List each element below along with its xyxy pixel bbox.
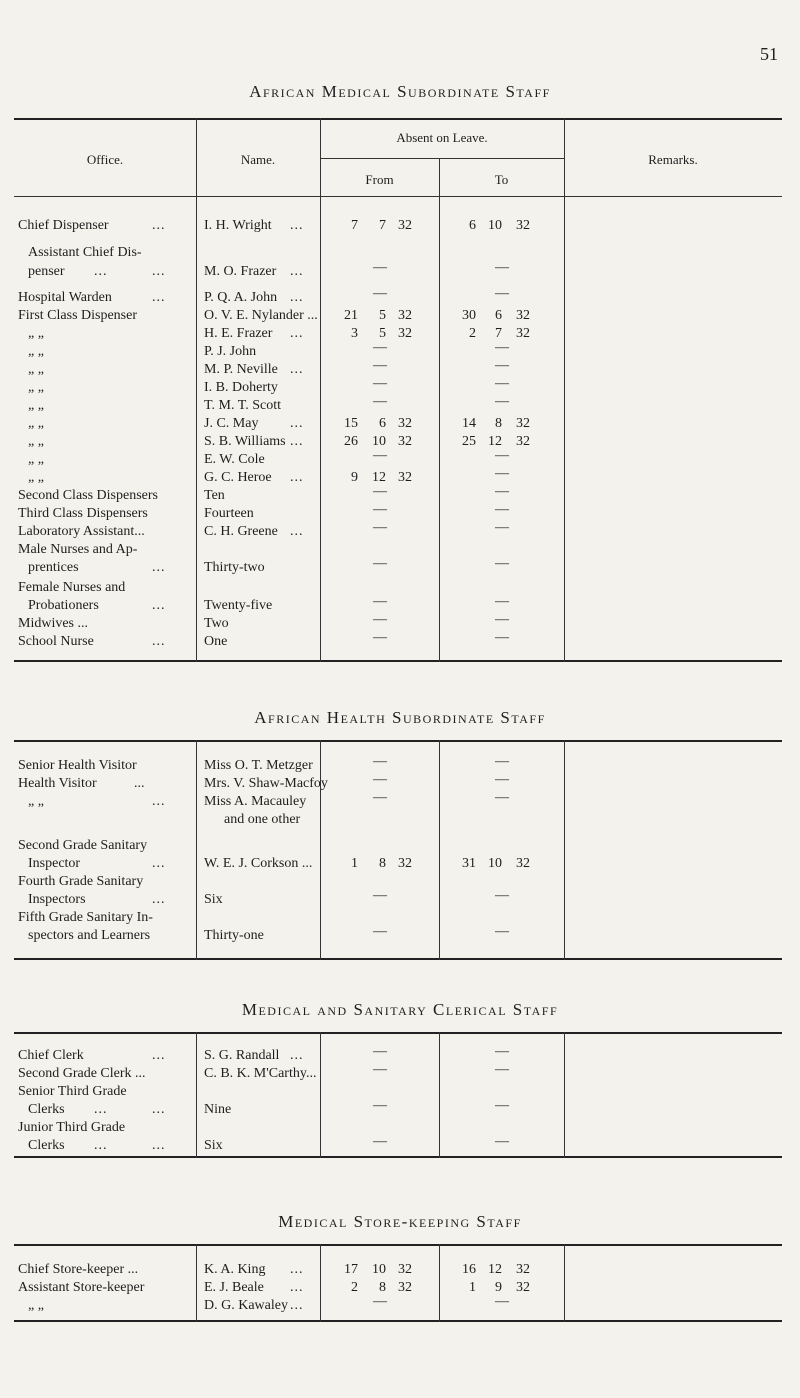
name-cell: Miss O. T. Metzger bbox=[204, 758, 313, 773]
name-cell: E. J. Beale bbox=[204, 1280, 264, 1295]
office-cell-cont: Clerks bbox=[28, 1102, 65, 1117]
office-cell: Assistant Store-keeper bbox=[18, 1280, 145, 1295]
header-office: Office. bbox=[86, 152, 124, 167]
section-title-clerical: Medical and Sanitary Clerical Staff bbox=[241, 1000, 559, 1019]
office-cell: Health Visitor bbox=[18, 776, 97, 791]
header-to: To bbox=[494, 172, 509, 187]
office-cell: Senior Third Grade bbox=[18, 1084, 127, 1099]
name-cell: E. W. Cole bbox=[204, 452, 265, 467]
office-cell: Junior Third Grade bbox=[18, 1120, 126, 1135]
office-cell-cont: Probationers bbox=[28, 598, 99, 613]
office-cell-cont: prentices bbox=[28, 560, 79, 575]
to-year: 32 bbox=[516, 218, 530, 233]
name-cell: Six bbox=[204, 1138, 223, 1153]
name-cell: K. A. King bbox=[204, 1262, 266, 1277]
header-remarks: Remarks. bbox=[648, 152, 698, 167]
office-cell: School Nurse bbox=[18, 634, 94, 649]
office-cell: Chief Clerk bbox=[18, 1048, 84, 1063]
name-cell: J. C. May bbox=[204, 416, 259, 431]
name-cell: One bbox=[204, 634, 228, 649]
office-cell: First Class Dispenser bbox=[18, 308, 137, 323]
office-cell-cont: spectors and Learners bbox=[28, 928, 151, 943]
ditto-mark: „ „ bbox=[28, 470, 44, 485]
ditto-mark: „ „ bbox=[28, 452, 44, 467]
name-cell: Six bbox=[204, 892, 223, 907]
page-number: 51 bbox=[760, 44, 778, 64]
office-cell: Second Grade Clerk ... bbox=[18, 1066, 146, 1081]
to-month: 10 bbox=[488, 218, 502, 233]
name-cell: Two bbox=[204, 616, 229, 631]
name-cell: Fourteen bbox=[204, 506, 254, 521]
name-cell: Nine bbox=[204, 1102, 232, 1117]
section-title-health-subordinate: African Health Subordinate Staff bbox=[254, 708, 546, 727]
name-cell: M. P. Neville bbox=[204, 362, 278, 377]
name-cell: Mrs. V. Shaw-Macfoy bbox=[204, 776, 328, 791]
name-cell: Thirty-one bbox=[204, 928, 264, 943]
section-title-store-keeping: Medical Store-keeping Staff bbox=[278, 1212, 522, 1231]
header-absent-on-leave: Absent on Leave. bbox=[396, 130, 488, 145]
office-cell-cont: penser bbox=[28, 264, 65, 279]
office-cell-cont: Inspectors bbox=[28, 892, 86, 907]
office-cell-cont: Clerks bbox=[28, 1138, 65, 1153]
name-cell: I. H. Wright bbox=[204, 218, 272, 233]
ditto-mark: „ „ bbox=[28, 794, 44, 809]
name-cell: Twenty-five bbox=[204, 598, 273, 613]
office-cell: Fifth Grade Sanitary In- bbox=[18, 910, 153, 925]
name-cell: I. B. Doherty bbox=[204, 380, 278, 395]
to-day: 6 bbox=[469, 218, 476, 233]
from-year: 32 bbox=[398, 218, 412, 233]
header-from: From bbox=[365, 172, 394, 187]
clerical-table: Chief Clerk ... S. G. Randall ... — — Second Grade Clerk ... C. B. K. M'Carthy... — — Senior Third Grade Clerks ... ... Nine — — Junior Third Grade Clerks ... ... Six — — bbox=[14, 1032, 782, 1158]
office-cell: Midwives ... bbox=[18, 616, 88, 631]
office-cell: Laboratory Assistant... bbox=[18, 524, 145, 539]
store-keeping-table: Chief Store-keeper ... K. A. King ... 17 10 32 16 12 32 Assistant Store-keeper E. J. Beale ... 2 8 32 1 9 32 „ „ D. G. Kawaley ... — — bbox=[14, 1244, 782, 1322]
ditto-mark: „ „ bbox=[28, 380, 44, 395]
medical-subordinate-table: Office. Name. Absent on Leave. From To Remarks. Chief Dispenser ... I. H. Wright ... 7 7 32 6 10 32 Assistant Chief Dis- penser ... ... M. O. Frazer ... — — Hospital Warden ... P. Q. A. John ... — — First Class Dispenser O. V. E. Nylander ... 21 5 32 30 6 32 „ „ H. E. Frazer ... 3 5 32 2 7 32 „ „ P. J. John — — „ „ M. P. Neville ... — — „ „ I. B. Doherty — — „ „ T. M. T. Scott — — „ „ J. C. May ... 15 6 32 14 8 32 „ „ S. B. Williams ... 26 10 32 25 12 32 „ „ E. W. Cole — — „ „ G. C. Heroe ... 9 12 32 — Second Class Dispensers Ten — — Third Class Dispensers Fourteen — — Laboratory Assistant... C. H. Greene ... — — Male Nurses and Ap- prentices ... Thirty-two — — Female Nurses and Probationers ... Twenty-five — — Midwives ... Two — — School Nurse ... One — — bbox=[14, 118, 782, 662]
office-cell: Male Nurses and Ap- bbox=[18, 542, 138, 557]
ditto-mark: „ „ bbox=[28, 326, 44, 341]
ditto-mark: „ „ bbox=[28, 398, 44, 413]
office-cell: Assistant Chief Dis- bbox=[28, 245, 142, 260]
office-cell: Senior Health Visitor bbox=[18, 758, 137, 773]
name-cell: T. M. T. Scott bbox=[204, 398, 281, 413]
from-day: 7 bbox=[351, 218, 358, 233]
office-cell: Fourth Grade Sanitary bbox=[18, 874, 144, 889]
ditto-mark: „ „ bbox=[28, 434, 44, 449]
office-cell: Second Class Dispensers bbox=[18, 488, 158, 503]
office-cell: Third Class Dispensers bbox=[18, 506, 148, 521]
ditto-mark: „ „ bbox=[28, 416, 44, 431]
health-subordinate-table: Senior Health Visitor Miss O. T. Metzger — — Health Visitor ... Mrs. V. Shaw-Macfoy — — „ „ ... Miss A. Macauley and one other — — Second Grade Sanitary Inspector ... W. E. J. Corkson ... 1 8 32 31 10 32 Fourth Grade Sanitary Inspectors ... Six — — Fifth Grade Sanitary In- spectors and Learners Thirty-one — — bbox=[14, 740, 782, 960]
name-cell: Miss A. Macauley bbox=[204, 794, 307, 809]
name-cell: S. B. Williams bbox=[204, 434, 286, 449]
name-cell: C. B. K. M'Carthy... bbox=[204, 1066, 317, 1081]
from-month: 7 bbox=[379, 218, 386, 233]
name-cell: Ten bbox=[204, 488, 225, 503]
name-cell: Thirty-two bbox=[204, 560, 265, 575]
name-cell-cont: and one other bbox=[224, 812, 301, 827]
office-cell: Chief Store-keeper ... bbox=[18, 1262, 139, 1277]
section-title-medical-subordinate: African Medical Subordinate Staff bbox=[249, 82, 551, 101]
name-cell: C. H. Greene bbox=[204, 524, 278, 539]
ditto-mark: „ „ bbox=[28, 1298, 44, 1313]
ditto-mark: „ „ bbox=[28, 344, 44, 359]
name-cell: S. G. Randall bbox=[204, 1048, 280, 1063]
header-name: Name. bbox=[240, 152, 276, 167]
name-cell: M. O. Frazer bbox=[204, 264, 277, 279]
office-cell: Chief Dispenser bbox=[18, 218, 109, 233]
office-cell-cont: Inspector bbox=[28, 856, 81, 871]
ditto-mark: „ „ bbox=[28, 362, 44, 377]
name-cell: P. J. John bbox=[204, 344, 257, 359]
office-cell: Female Nurses and bbox=[18, 580, 126, 595]
name-cell: W. E. J. Corkson ... bbox=[204, 856, 313, 871]
name-cell: G. C. Heroe bbox=[204, 470, 272, 485]
name-cell: O. V. E. Nylander ... bbox=[204, 308, 318, 323]
office-cell: Second Grade Sanitary bbox=[18, 838, 148, 853]
name-cell: P. Q. A. John bbox=[204, 290, 278, 305]
name-cell: H. E. Frazer bbox=[204, 326, 273, 341]
name-cell: D. G. Kawaley bbox=[204, 1298, 288, 1313]
office-cell: Hospital Warden bbox=[18, 290, 112, 305]
